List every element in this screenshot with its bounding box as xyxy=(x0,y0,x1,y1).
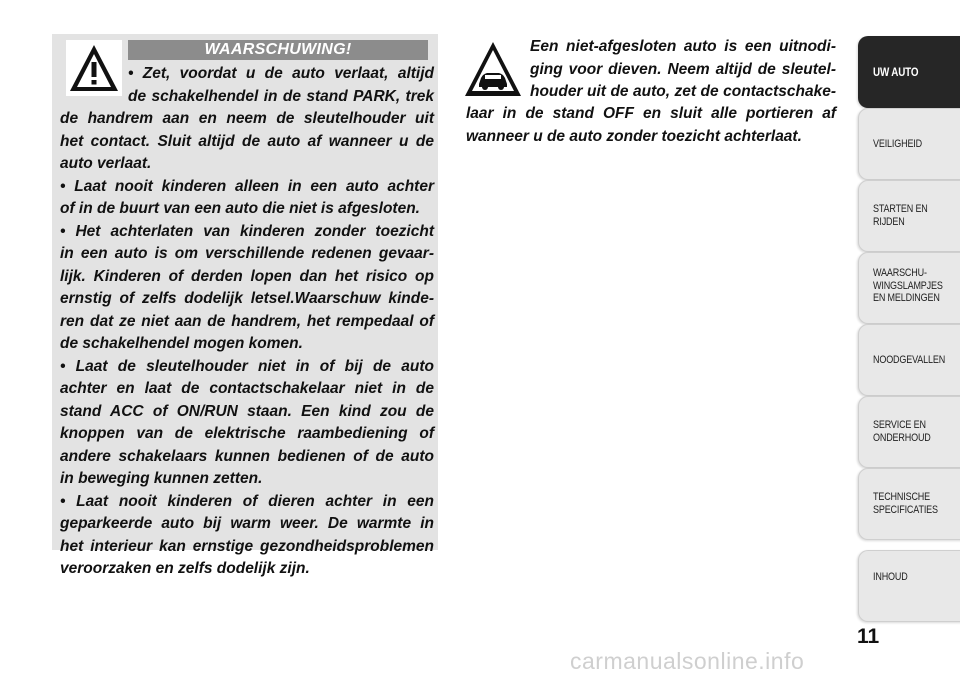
warning-line: auto verlaat. xyxy=(60,155,152,172)
note-line: wanneer u de auto zonder toezicht achterlaat. xyxy=(466,127,802,145)
tab-technische-specificaties[interactable] xyxy=(858,468,960,540)
warning-header: WAARSCHUWING! xyxy=(128,40,428,60)
note-text-body xyxy=(466,103,836,148)
warning-line: achter en laat de contactschakelaar niet in de xyxy=(60,380,434,397)
warning-line: in beweging kunnen zetten. xyxy=(60,470,263,487)
warning-line: geparkeerde auto bij warm weer. De warmte in xyxy=(60,515,434,532)
warning-line: ernstig of zelfs dodelijk letsel.Waarschuw kinde- xyxy=(60,290,434,307)
note-text-intro xyxy=(530,36,836,104)
watermark: carmanualsonline.info xyxy=(570,648,805,674)
tab-service-en-onderhoud[interactable] xyxy=(858,396,960,468)
warning-line: • Laat nooit kinderen of dieren achter in een xyxy=(60,492,434,510)
tab-uw-auto[interactable] xyxy=(858,36,960,108)
tab-label: STARTEN EN RIJDEN xyxy=(873,203,928,228)
warning-line: ren dat ze niet aan de handrem, het rempedaal of xyxy=(60,312,434,330)
warning-line: of in de buurt van een auto die niet is afgesloten. xyxy=(60,200,420,217)
warning-line: veroorzaken en zelfs dodelijk zijn. xyxy=(60,560,310,577)
warning-line: • Zet, voordat u de auto verlaat, altijd xyxy=(128,65,434,82)
warning-line: knoppen van de elektrische raambediening of xyxy=(60,425,434,442)
tab-waarschuwingslampjes[interactable] xyxy=(858,252,960,324)
note-line: ging voor dieven. Neem altijd de sleutel- xyxy=(530,60,836,78)
warning-line: de handrem aan en neem de sleutelhouder uit xyxy=(60,110,434,127)
warning-line: stand ACC of ON/RUN staan. Een kind zou de xyxy=(60,402,434,420)
note-line: laar in de stand OFF en sluit alle portieren af xyxy=(466,105,836,122)
tab-noodgevallen[interactable] xyxy=(858,324,960,396)
warning-line: de schakelhendel in de stand PARK, trek xyxy=(128,87,434,105)
tab-starten-en-rijden[interactable] xyxy=(858,180,960,252)
warning-line: lijk. Kinderen of derden lopen dan het risico op xyxy=(60,267,434,285)
warning-line: het interieur kan ernstige gezondheidsproblemen xyxy=(60,537,434,555)
warning-line: de schakelhendel mogen komen. xyxy=(60,335,303,352)
warning-line: andere schakelaars kunnen bedienen of de auto xyxy=(60,447,434,465)
tab-veiligheid[interactable] xyxy=(858,108,960,180)
warning-line: • Laat nooit kinderen alleen in een auto achter xyxy=(60,177,434,195)
warning-line: • Het achterlaten van kinderen zonder toezicht xyxy=(60,222,434,240)
tab-label: NOODGEVALLEN xyxy=(873,354,946,366)
page-number: 11 xyxy=(857,625,880,648)
tab-inhoud[interactable] xyxy=(858,550,960,622)
warning-line: het contact. Sluit altijd de auto af wanneer u de xyxy=(60,132,434,150)
warning-line: • Laat de sleutelhouder niet in of bij de auto xyxy=(60,357,434,375)
tab-label: VEILIGHEID xyxy=(873,138,922,150)
warning-line: in een auto is om verschillende redenen gevaar- xyxy=(60,245,434,262)
warning-text-intro xyxy=(128,63,434,108)
warning-text-body xyxy=(60,108,434,581)
tab-label: WAARSCHU- WINGSLAMPJES EN MELDINGEN xyxy=(873,267,943,304)
tab-label: SERVICE EN ONDERHOUD xyxy=(873,419,931,444)
warning-triangle-icon xyxy=(66,40,122,96)
tab-label: INHOUD xyxy=(873,571,908,583)
note-line: Een niet-afgesloten auto is een uitnodi- xyxy=(530,38,836,55)
note-line: houder uit de auto, zet de contactschake- xyxy=(530,83,836,100)
tab-label: UW AUTO xyxy=(873,65,919,79)
car-triangle-icon xyxy=(462,38,524,100)
tab-label: TECHNISCHE SPECIFICATIES xyxy=(873,491,938,516)
